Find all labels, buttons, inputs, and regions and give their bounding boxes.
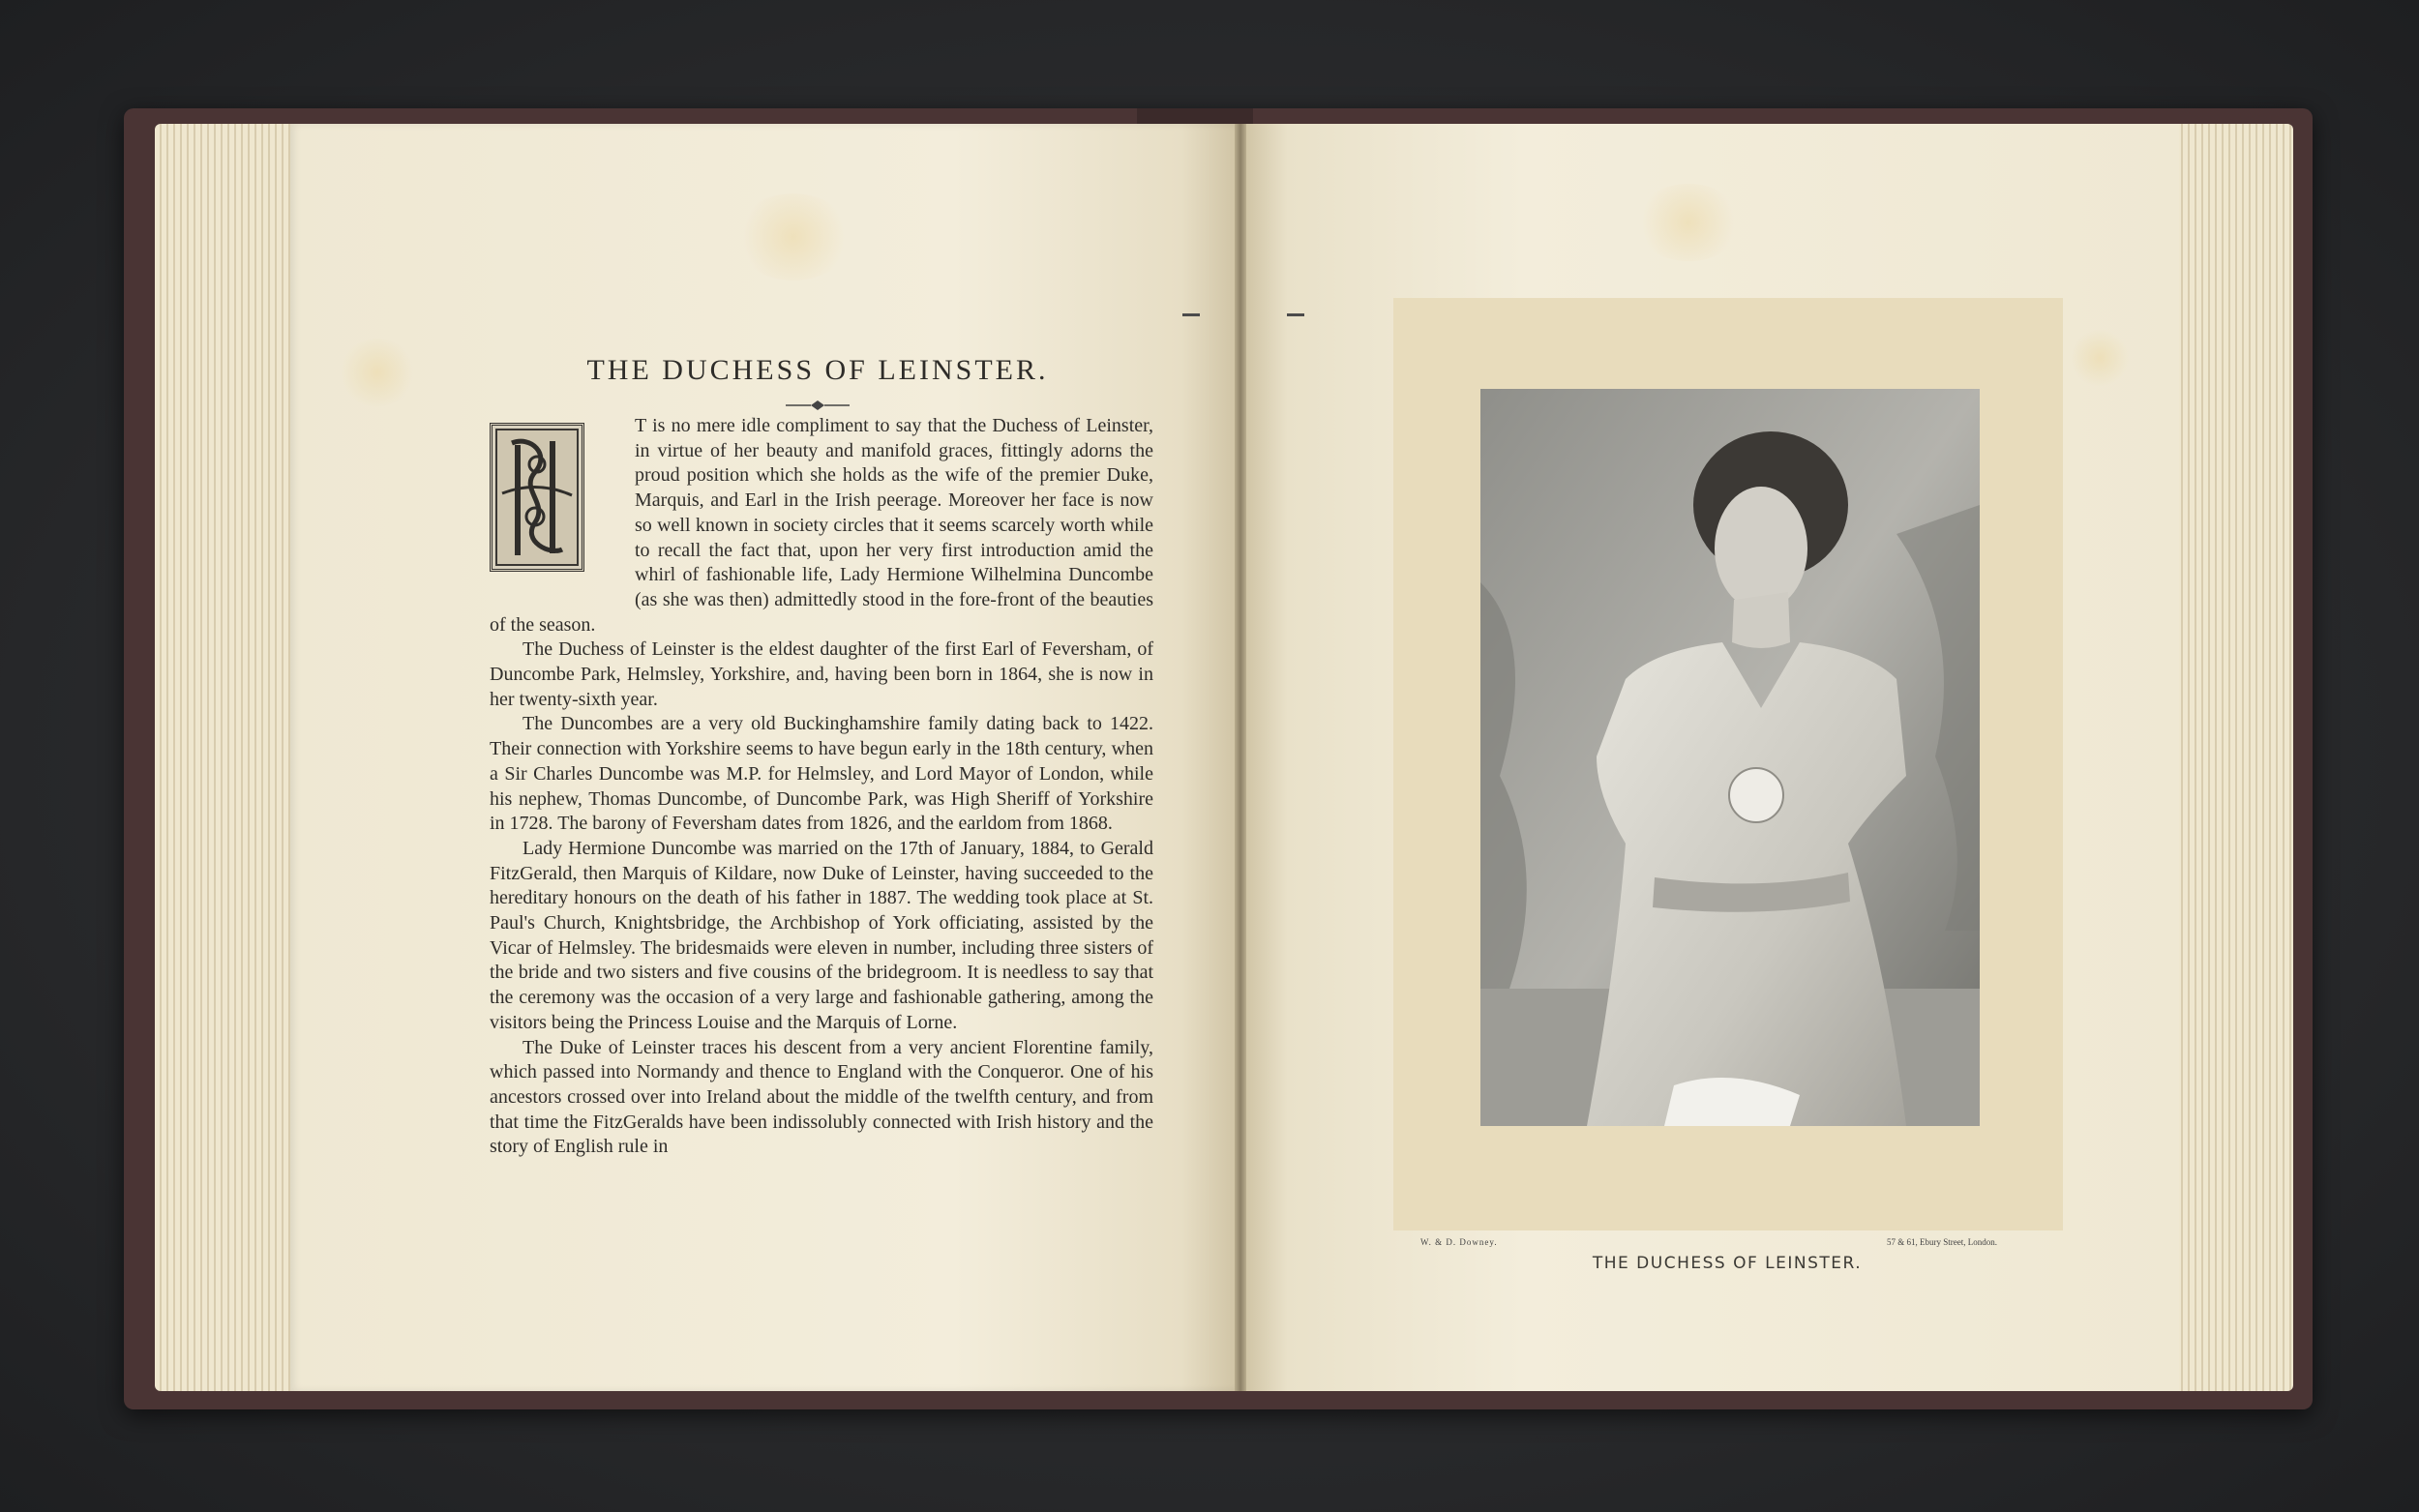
studio-address: 57 & 61, Ebury Street, London. (1887, 1237, 1997, 1247)
page-mark (1287, 313, 1304, 316)
page-stack-left (155, 124, 310, 1391)
paragraph: The Duke of Leinster traces his descent from a very ancient Florentine family, which passed into Normandy and thence to England with the Conqueror. One of his ancestors crossed over into Ireland about the middle of the twelfth century, and from that time the FitzGeralds have been indissolubly connected with Irish history and the story of English rule in (490, 1036, 1153, 1158)
page-mark (1182, 313, 1200, 316)
page-stack-right (2167, 124, 2293, 1391)
foxing-stain (339, 339, 416, 406)
paragraph: Lady Hermione Duncombe was married on the 17th of January, 1884, to Gerald FitzGerald, then Marquis of Kildare, now Duke of Leinster, having succeeded to the hereditary honours on the death of his father in 1887. The wedding took place at St. Paul's Church, Knightsbridge, the Archbishop of York officiating, assisted by the Vicar of Helmsley. The bridesmaids were eleven in number, including three sisters of the bride and two sisters and five cousins of the bridegroom. It is needless to say that the ceremony was the occasion of a very large and fashionable gathering, among the visitors being the Princess Louise and the Marquis of Lorne. (490, 837, 1153, 1033)
portrait-photograph (1480, 389, 1980, 1126)
foxing-stain (1635, 184, 1742, 261)
paragraph: The Duchess of Leinster is the eldest daughter of the first Earl of Feversham, of Duncombe Park, Helmsley, Yorkshire, and, having been born in 1864, she is now in her twenty-sixth year. (490, 638, 1153, 710)
page-title: THE DUCHESS OF LEINSTER. (586, 354, 1049, 386)
article-body (490, 414, 1153, 1160)
paragraph-text: T is no mere idle compliment to say that the Duchess of Leinster, in virtue of her beauty and manifold graces, fittingly adorns the proud position which she holds as the wife of the premier Duke, Marquis, and Earl in the Irish peerage. Moreover her face is now so well known in society circles that it seems scarcely worth while to recall the fact that, upon her very first introduction amid the whirl of fashionable life, Lady Hermione Wilhelmina Duncombe (as she was then) admittedly stood in the fore-front of the beauties of the season. (490, 415, 1153, 636)
photo-caption: THE DUCHESS OF LEINSTER. (1592, 1254, 1863, 1273)
title-ornament (786, 399, 850, 412)
foxing-stain (2071, 329, 2129, 387)
paragraph (490, 414, 1153, 637)
photographer-credit: W. & D. Downey. (1420, 1237, 1498, 1247)
book-gutter (1235, 124, 1246, 1391)
paragraph: The Duncombes are a very old Buckinghamshire family dating back to 1422. Their connection with Yorkshire seems to have begun early in the 18th century, when a Sir Charles Duncombe was M.P. for Helmsley, and Lord Mayor of London, while his nephew, Thomas Duncombe, of Duncombe Park, was High Sheriff of Yorkshire in 1728. The barony of Feversham dates from 1826, and the earldom from 1868. (490, 713, 1153, 835)
foxing-stain (735, 193, 851, 281)
